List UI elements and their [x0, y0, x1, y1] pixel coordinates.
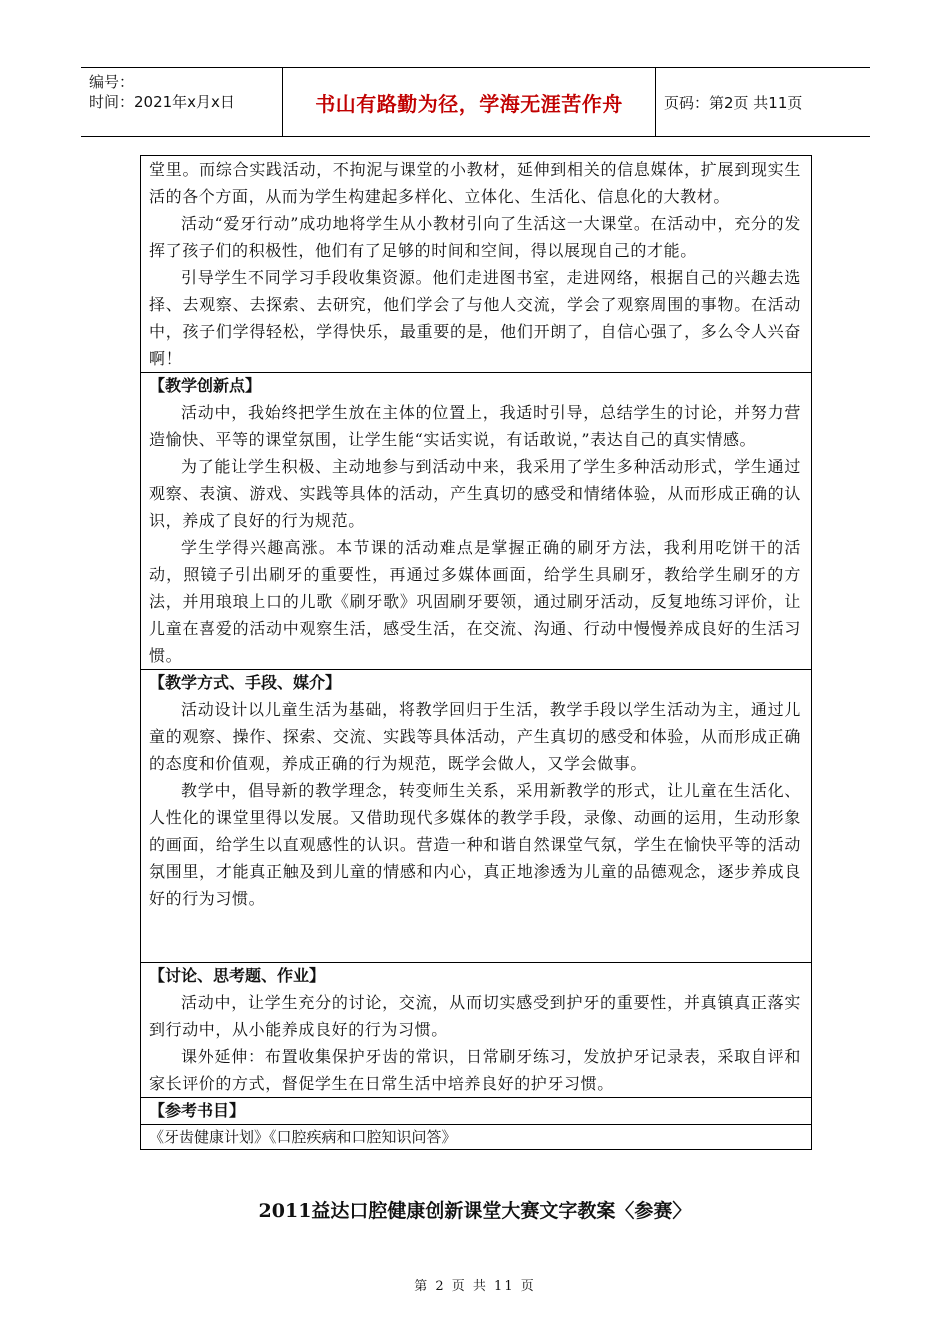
discussion-paragraph: 活动中，让学生充分的讨论，交流，从而切实感受到护牙的重要性，并真镇真正落实到行动中，从小能养成良好的行为习惯。: [149, 993, 801, 1039]
page-footer: 第 2 页 共 11 页: [414, 1279, 536, 1294]
innovation-paragraph: 活动中，我始终把学生放在主体的位置上，我适时引导，总结学生的讨论，并努力营造愉快、平等的课堂氛围，让学生能“实话实说，有话敢说，”表达自己的真实情感。: [149, 403, 801, 449]
innovation-paragraph: 为了能让学生积极、主动地参与到活动中来，我采用了学生多种活动形式，学生通过观察、表演、游戏、实践等具体的活动，产生真切的感受和情绪体验，从而形成正确的认识，养成了良好的行为规范。: [149, 457, 801, 530]
header-page-info: 页码：第2页 共11页: [664, 93, 803, 112]
section-heading: 【参考书目】: [149, 1101, 246, 1120]
intro-paragraph: 活动“爱牙行动”成功地将学生从小教材引向了生活这一大课堂。在活动中，充分的发挥了孩子们的积极性，他们有了足够的时间和空间，得以展现自己的才能。: [149, 214, 801, 260]
section-heading: 【教学创新点】: [149, 376, 262, 395]
time-label: 时间：2021年x月x日: [89, 93, 235, 111]
section-methods: [141, 669, 811, 962]
lesson-plan-table: [140, 155, 812, 1150]
page-header: [81, 67, 870, 137]
header-motto: 书山有路勤为径，学海无涯苦作舟: [283, 68, 656, 136]
intro-paragraph: 引导学生不同学习手段收集资源。他们走进图书室，走进网络，根据自己的兴趣去选择、去观察、去探索、去研究，他们学会了与他人交流，学会了观察周围的事物。在活动中，孩子们学得轻松，学得快乐，最重要的是，他们开朗了，自信心强了，多么令人兴奋啊！: [149, 268, 801, 368]
section-references-body: [141, 1124, 811, 1149]
section-heading: 【讨论、思考题、作业】: [149, 966, 326, 985]
header-meta: [81, 68, 283, 136]
document-title: 2011益达口腔健康创新课堂大赛文字教案〈参赛〉: [258, 1200, 692, 1222]
intro-paragraph: 堂里。而综合实践活动，不拘泥与课堂的小教材，延伸到相关的信息媒体，扩展到现实生活的各个方面，从而为学生构建起多样化、立体化、生活化、信息化的大教材。: [149, 160, 801, 206]
discussion-paragraph: 课外延伸：布置收集保护牙齿的常识，日常刷牙练习，发放护牙记录表，采取自评和家长评价的方式，督促学生在日常生活中培养良好的护牙习惯。: [149, 1047, 801, 1093]
section-innovation: [141, 372, 811, 669]
section-discussion: [141, 962, 811, 1097]
section-intro: [141, 156, 811, 372]
methods-paragraph: 教学中，倡导新的教学理念，转变师生关系，采用新教学的形式，让儿童在生活化、人性化的课堂里得以发展。又借助现代多媒体的教学手段，录像、动画的运用，生动形象的画面，给学生以直观感性的认识。营造一种和谐自然课堂气氛，学生在愉快平等的活动氛围里，才能真正触及到儿童的情感和内心，真正地渗透为儿童的品德观念，逐步养成良好的行为习惯。: [149, 781, 801, 908]
blank-space: [149, 912, 801, 962]
references-text: 《牙齿健康计划》《口腔疾病和口腔知识问答》: [149, 1128, 457, 1146]
methods-paragraph: 活动设计以儿童生活为基础，将教学回归于生活，教学手段以学生活动为主，通过儿童的观察、操作、探索、交流、实践等具体活动，产生真切的感受和体验，从而形成正确的态度和价值观，养成正确的行为规范，既学会做人，又学会做事。: [149, 700, 801, 773]
section-heading: 【教学方式、手段、媒介】: [149, 673, 342, 692]
section-references-heading: [141, 1097, 811, 1124]
number-label: 编号：: [89, 73, 135, 91]
innovation-paragraph: 学生学得兴趣高涨。本节课的活动难点是掌握正确的刷牙方法，我利用吃饼干的活动，照镜子引出刷牙的重要性，再通过多媒体画面，给学生具刷牙，教给学生刷牙的方法，并用琅琅上口的儿歌《刷牙歌》巩固刷牙要领，通过刷牙活动，反复地练习评价，让儿童在喜爱的活动中观察生活，感受生活，在交流、沟通、行动中慢慢养成良好的生活习惯。: [149, 538, 801, 665]
